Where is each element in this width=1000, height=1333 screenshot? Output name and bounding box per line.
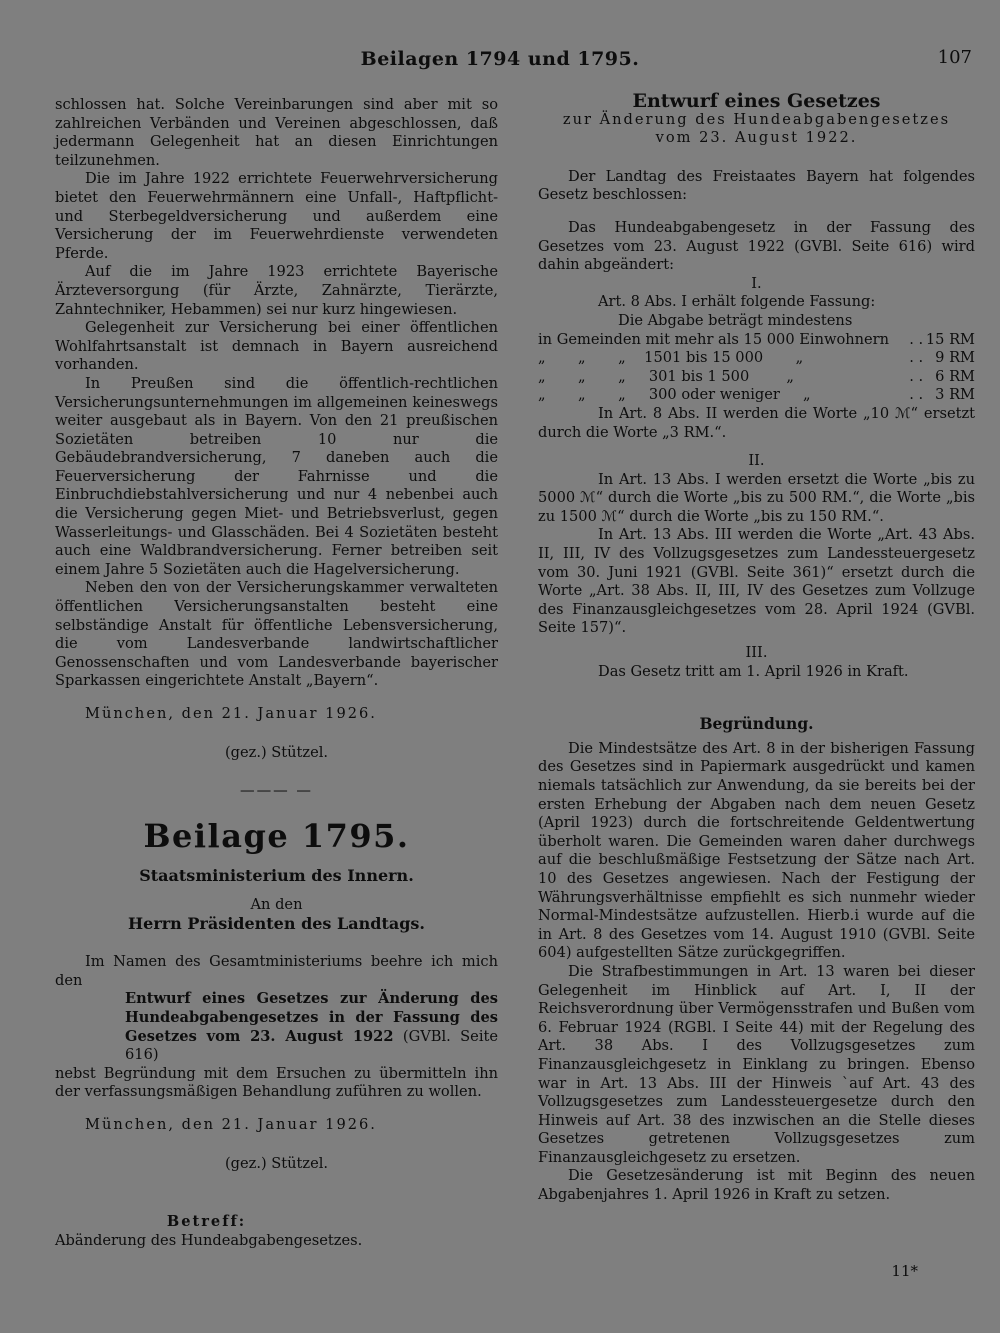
tax-row-dots: . . bbox=[909, 386, 924, 404]
letter-bill-ref: (GVBl. Seite 616) bbox=[125, 1027, 498, 1064]
bill-title: Entwurf eines Gesetzes bbox=[632, 90, 881, 112]
ministry-heading: Staatsministerium des Innern. bbox=[139, 866, 414, 886]
roman-3: III. bbox=[745, 644, 768, 662]
tax-row-dots: . . bbox=[909, 367, 924, 385]
roman-2: II. bbox=[748, 452, 765, 470]
begruendung-paragraph-3: Die Gesetzesänderung ist mit Beginn des neuen Abgabenjahres 1. April 1926 in Kraft zu setzen. bbox=[538, 1167, 975, 1204]
signature: (gez.) Stützel. bbox=[224, 743, 329, 761]
page-number: 107 bbox=[937, 47, 972, 68]
tax-row bbox=[538, 331, 975, 350]
left-paragraph-3: Auf die im Jahre 1923 errichtete Bayerische Ärzteversorgung (für Ärzte, Zahnärzte, Tierärzte, Zahntechniker, Hebammen) sei nur kurz hingewiesen. bbox=[55, 263, 498, 318]
tax-rate-table bbox=[538, 331, 975, 405]
inkraft-line: Das Gesetz tritt am 1. April 1926 in Kraft. bbox=[598, 662, 909, 680]
tax-row-label: „ „ „ 1501 bis 15 000 „ bbox=[538, 349, 804, 367]
signature-mark: 11* bbox=[891, 1262, 918, 1280]
date-line-2: München, den 21. Januar 1926. bbox=[85, 1115, 377, 1133]
date-line: München, den 21. Januar 1926. bbox=[85, 705, 377, 722]
betreff-text: Abänderung des Hundeabgabengesetzes. bbox=[55, 1231, 363, 1249]
left-paragraph-4: Gelegenheit zur Versicherung bei einer öffentlichen Wohlfahrtsanstalt ist demnach in Bayern ausreichend vorhanden. bbox=[55, 319, 498, 374]
separator-rule: ——— — bbox=[239, 782, 313, 800]
left-paragraph-1: schlossen hat. Solche Vereinbarungen sind aber mit so zahlreichen Verbänden und Vereinen abgeschlossen, daß jedermann Gelegenheit hat an diesen Einrichtungen teilzunehmen. bbox=[55, 96, 498, 169]
roman-1: I. bbox=[751, 274, 762, 292]
tax-row-amount: 6 RM bbox=[935, 367, 975, 385]
bill-subtitle-1: zur Änderung des Hundeabgabengesetzes bbox=[562, 110, 951, 128]
tax-row bbox=[538, 386, 975, 405]
tax-row-amount: 9 RM bbox=[935, 349, 975, 367]
art8-abs2: In Art. 8 Abs. II werden die Worte „10 ℳ“ ersetzt durch die Worte „3 RM.“. bbox=[538, 404, 975, 441]
bill-intro: Der Landtag des Freistaates Bayern hat folgendes Gesetz beschlossen: bbox=[538, 167, 975, 204]
letter-intro: Im Namen des Gesamtministeriums beehre ich mich den bbox=[55, 953, 498, 989]
beilage-heading: Beilage 1795. bbox=[143, 816, 410, 855]
begruendung-paragraph-1: Die Mindestsätze des Art. 8 in der bisherigen Fassung des Gesetzes sind in Papiermark ausgedrückt und kamen niemals tatsächlich zur Anwendung, da sie bereits bei der ersten Erhebung der Abgaben nach dem neuen Gesetz (April 1923) durch die fortschreitende Geldentwertung überholt waren. Die Gemeinden waren daher durchwegs auf die beschlußmäßige Festsetzung der Sätze nach Art. 10 des Gesetzes angewiesen. Nach der Festigung der Währungsverhältnisse empfiehlt es sich nunmehr wieder Normal-Mindestsätze aufzustellen. Hierb.i wurde auf die in Art. 8 des Gesetzes vom 14. August 1910 (GVBl. Seite 604) aufgestellten Sätze zurückgegriffen. bbox=[538, 739, 975, 962]
left-column bbox=[55, 96, 498, 1250]
tax-row-dots: . . bbox=[909, 349, 924, 367]
letter-bill-reference bbox=[55, 990, 498, 1064]
begruendung-heading: Begründung. bbox=[699, 714, 814, 734]
page-header-title: Beilagen 1794 und 1795. bbox=[360, 48, 640, 70]
tax-row-dots: . . bbox=[909, 330, 924, 348]
left-paragraph-2: Die im Jahre 1922 errichtete Feuerwehrversicherung bietet den Feuerwehrmännern eine Unfall-, Haftpflicht- und Sterbegeldversicherung und außerdem eine Versicherung der im Feuerwehrdienste verwendeten Pferde. bbox=[55, 170, 498, 262]
betreff-label: Betreff: bbox=[166, 1213, 247, 1231]
begruendung-paragraph-2: Die Strafbestimmungen in Art. 13 waren bei dieser Gelegenheit im Hinblick auf Art. I, II der Reichsverordnung über Vermögensstrafen und Bußen vom 6. Februar 1924 (RGBl. I Seite 44) mit der Regelung des Art. 38 Abs. I des Vollzugsgesetzes zum Finanzausgleichgesetz in Einklang zu bringen. Ebenso war in Art. 13 Abs. III der Hinweis `auf Art. 43 des Vollzugsgesetzes zum Landessteuergesetze durch den Hinweis auf Art. 38 des inzwischen an die Stelle dieses Gesetzes getretenen Vollzugsgesetzes zum Finanzausgleichgesetz zu ersetzen. bbox=[538, 962, 975, 1166]
art8-intro: Art. 8 Abs. I erhält folgende Fassung: bbox=[598, 293, 876, 311]
letter-bill-title: Entwurf eines Gesetzes zur Änderung des Hundeabgabengesetzes in der Fassung des Gesetzes vom 23. August 1922 bbox=[125, 990, 498, 1045]
tax-row bbox=[538, 349, 975, 368]
art13-abs3: In Art. 13 Abs. III werden die Worte „Art. 43 Abs. II, III, IV des Vollzugsgesetzes zum Landessteuergesetz vom 30. Juni 1921 (GVBl. Seite 361)“ ersetzt durch die Worte „Art. 38 Abs. II, III, IV des Gesetzes zum Vollzuge des Finanzausgleichgesetzes vom 28. April 1924 (GVBl. Seite 157)“. bbox=[538, 526, 975, 637]
right-column bbox=[538, 92, 975, 1205]
an-den-line: An den bbox=[250, 895, 303, 913]
signature-2: (gez.) Stützel. bbox=[224, 1154, 329, 1172]
tax-row bbox=[538, 368, 975, 387]
bill-subtitle-2: vom 23. August 1922. bbox=[655, 129, 858, 147]
abgabe-line: Die Abgabe beträgt mindestens bbox=[618, 311, 853, 329]
tax-row-amount: 3 RM bbox=[935, 386, 975, 404]
letter-rest: nebst Begründung mit dem Ersuchen zu übermitteln ihn der verfassungsmäßigen Behandlung zuführen zu wollen. bbox=[55, 1064, 498, 1101]
bill-amendment: Das Hundeabgabengesetz in der Fassung des Gesetzes vom 23. August 1922 (GVBl. Seite 616) wird dahin abgeändert: bbox=[538, 218, 975, 274]
tax-row-label: in Gemeinden mit mehr als 15 000 Einwohnern bbox=[538, 330, 890, 348]
left-paragraph-5: In Preußen sind die öffentlich-rechtlichen Versicherungsunternehmungen im allgemeinen keineswegs weiter ausgebaut als in Bayern. Von den 21 preußischen Sozietäten betreiben 10 nur die Gebäudebrandversicherung, 7 daneben auch die Feuerversicherung der Fahrnisse und die Einbruchdiebstahlversicherung und nur 4 nebenbei auch die Versicherung gegen Miet- und Betriebsverlust, gegen Wasserleitungs- und Glasschäden. Bei 4 Sozietäten besteht auch eine Waldbrandversicherung. Ferner betreiben seit einem Jahre 5 Sozietäten auch die Hagelversicherung. bbox=[55, 374, 498, 578]
tax-row-label: „ „ „ 301 bis 1 500 „ bbox=[538, 367, 794, 385]
addressee-line: Herrn Präsidenten des Landtags. bbox=[128, 913, 425, 933]
tax-row-amount: 15 RM bbox=[925, 330, 975, 348]
tax-row-label: „ „ „ 300 oder weniger „ bbox=[538, 386, 811, 404]
art13-abs1: In Art. 13 Abs. I werden ersetzt die Worte „bis zu 5000 ℳ“ durch die Worte „bis zu 500 RM.“, die Worte „bis zu 1500 ℳ“ durch die Worte „bis zu 150 RM.“. bbox=[538, 470, 975, 525]
left-paragraph-6: Neben den von der Versicherungskammer verwalteten öffentlichen Versicherungsanstalten besteht eine selbständige Anstalt für öffentliche Lebensversicherung, die vom Landesverbande landwirtschaftlicher Genossenschaften und vom Landesverbande bayerischer Sparkassen eingerichtete Anstalt „Bayern“. bbox=[55, 579, 498, 690]
